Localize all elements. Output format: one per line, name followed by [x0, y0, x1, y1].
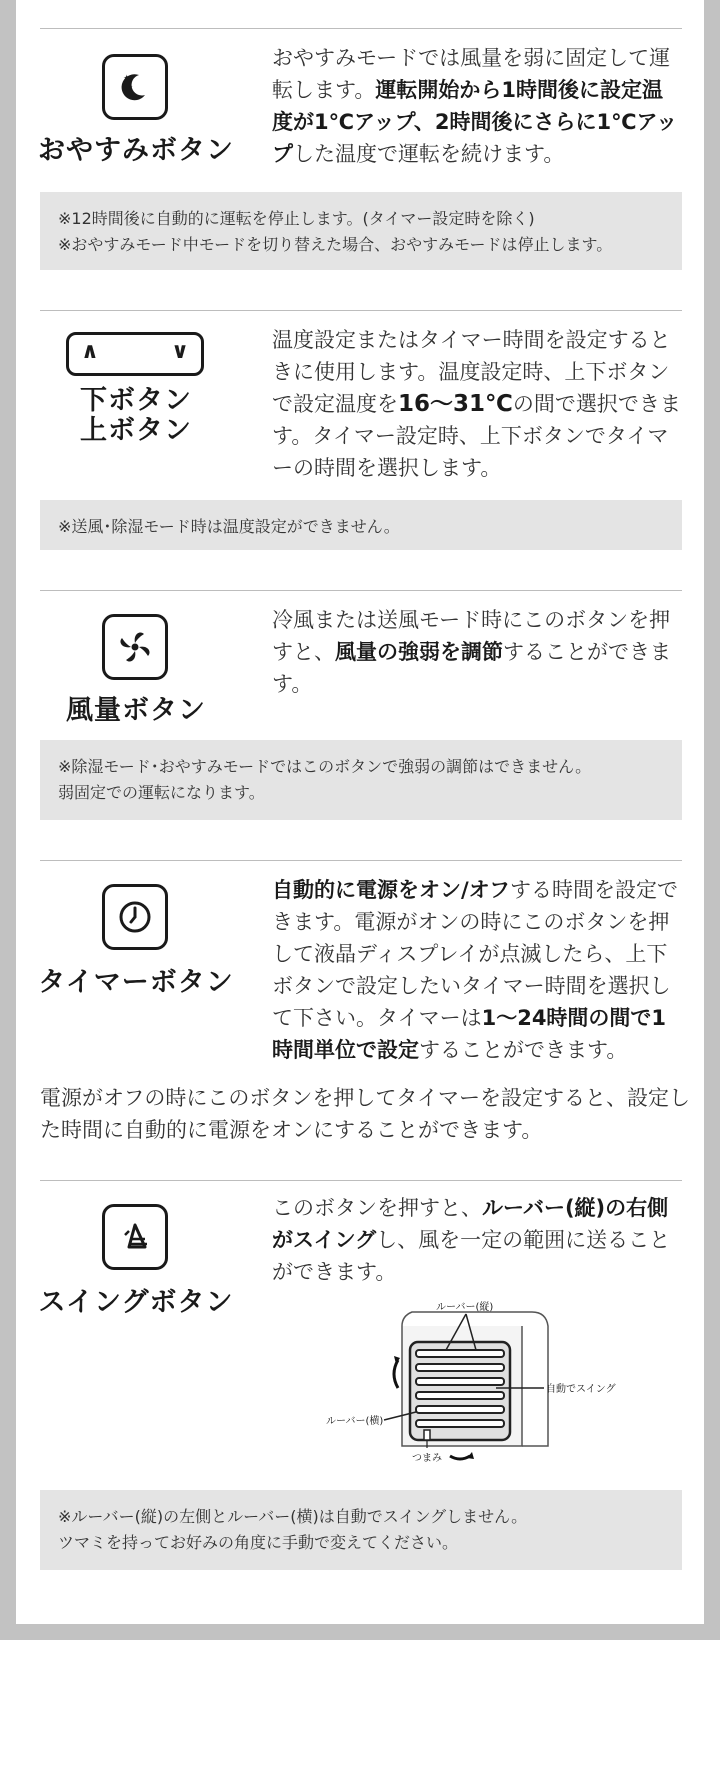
up-down-button-label — [36, 386, 236, 446]
sleep-note — [40, 192, 682, 270]
timer-description: 自動的に電源をオン/オフする時間を設定できます。電源がオンの時にこのボタンを押して液晶ディスプレイが点滅したら、上下ボタンで設定したいタイマー時間を選択して下さい。タイマーは1〜24時間の間で1時間単位で設定することができます。 — [272, 878, 679, 1062]
louver-vertical-label: ルーバー(縦) — [436, 1302, 494, 1313]
note-line: 弱固定での運転になります。 — [58, 783, 265, 802]
timer-extra-description: 電源がオフの時にこのボタンを押してタイマーを設定すると、設定した時間に自動的に電源をオンにすることができます。 — [40, 1086, 690, 1142]
note-line: ※12時間後に自動的に運転を停止します。(タイマー設定時を除く) — [58, 209, 535, 228]
fan-icon — [102, 614, 168, 680]
fan-note — [40, 740, 682, 820]
down-arrow-icon: ∨ — [171, 339, 189, 364]
up-down-icon — [66, 332, 204, 376]
swing-icon — [102, 1204, 168, 1270]
swing-description: このボタンを押すと、ルーバー(縦)の右側がスイングし、風を一定の範囲に送ることができます。 — [272, 1196, 671, 1284]
note-line: ツマミを持ってお好みの角度に手動で変えてください。 — [58, 1533, 459, 1552]
knob-label: つまみ — [412, 1453, 442, 1464]
up-button-label: 上ボタン — [80, 415, 192, 446]
up-down-description: 温度設定またはタイマー時間を設定するときに使用します。温度設定時、上下ボタンで設定温度を16〜31℃の間で選択できます。タイマー設定時、上下ボタンでタイマーの時間を選択します。 — [272, 328, 681, 480]
swing-note — [40, 1490, 682, 1570]
sleep-button-label: おやすみボタン — [38, 135, 234, 166]
note-line: ※送風･除湿モード時は温度設定ができません。 — [58, 517, 400, 536]
note-line: ※おやすみモード中モードを切り替えた場合、おやすみモードは停止します。 — [58, 235, 613, 254]
clock-icon — [102, 884, 168, 950]
fan-button-label: 風量ボタン — [66, 695, 206, 726]
note-line: ※除湿モード･おやすみモードではこのボタンで強弱の調節はできません。 — [58, 757, 592, 776]
up-arrow-icon: ∧ — [81, 339, 99, 364]
divider — [40, 310, 682, 311]
divider — [40, 590, 682, 591]
louver-diagram — [326, 1296, 636, 1466]
swing-button-label: スイングボタン — [38, 1287, 234, 1318]
moon-icon — [102, 54, 168, 120]
svg-text:✦: ✦ — [128, 84, 134, 91]
divider — [40, 28, 682, 29]
note-line: ※ルーバー(縦)の左側とルーバー(横)は自動でスイングしません。 — [58, 1507, 528, 1526]
up-down-note — [40, 500, 682, 550]
divider — [40, 860, 682, 861]
fan-description: 冷風または送風モード時にこのボタンを押すと、風量の強弱を調節することができます。 — [272, 608, 671, 696]
sleep-description: おやすみモードでは風量を弱に固定して運転します。運転開始から1時間後に設定温度が1℃アップ、2時間後にさらに1℃アップした温度で運転を続けます。 — [272, 46, 678, 166]
louver-horizontal-label: ルーバー(横) — [326, 1416, 384, 1427]
timer-button-label: タイマーボタン — [38, 967, 234, 998]
divider — [40, 1180, 682, 1181]
down-button-label: 下ボタン — [80, 385, 192, 416]
auto-swing-label: 自動でスイング — [546, 1384, 616, 1395]
svg-text:✦: ✦ — [123, 74, 131, 84]
